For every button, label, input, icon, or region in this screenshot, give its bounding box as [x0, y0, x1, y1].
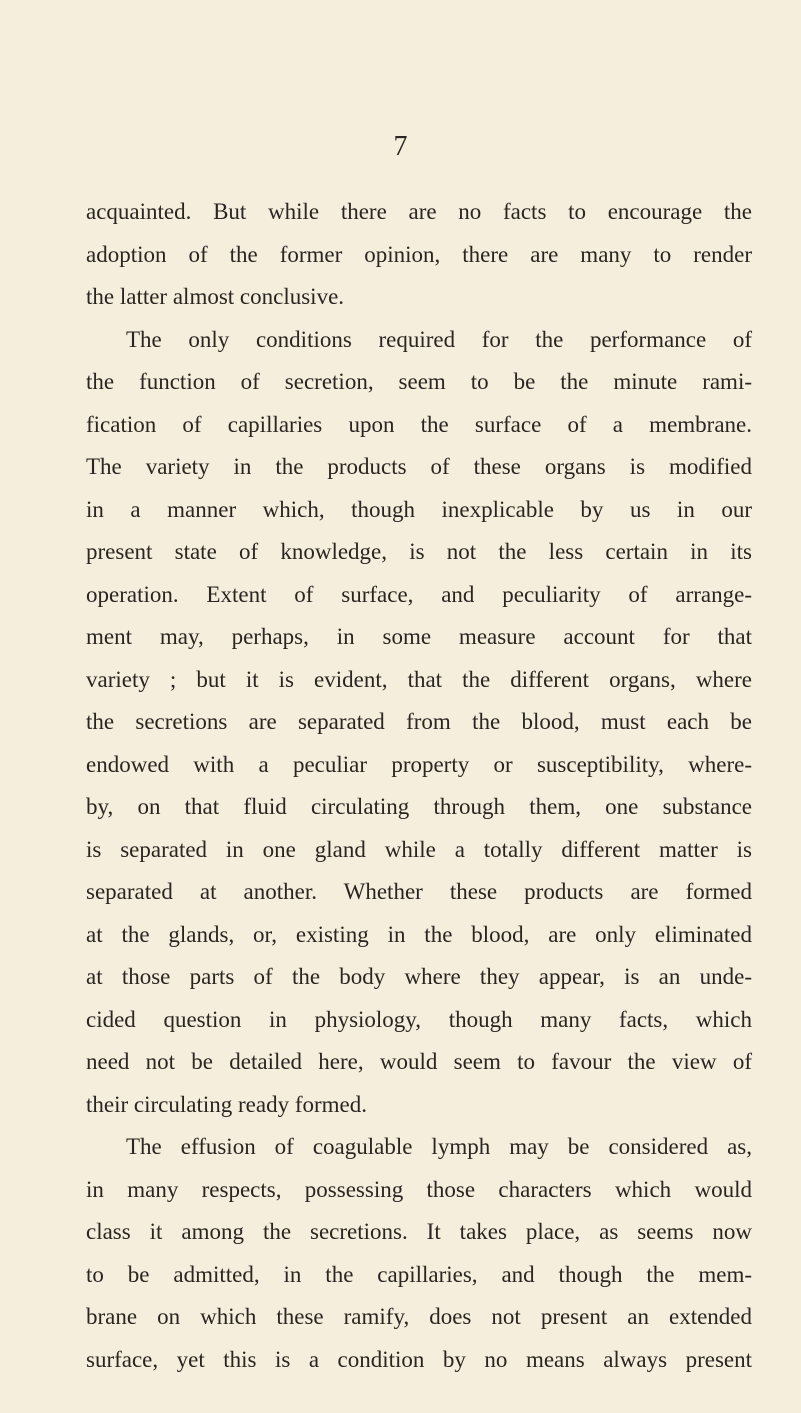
text-line: to be admitted, in the capillaries, and though the mem- — [86, 1261, 752, 1287]
text-line: the function of secretion, seem to be the minute rami- — [86, 369, 752, 394]
text-line: the latter almost conclusive. — [86, 284, 345, 309]
text-line: at the glands, or, existing in the blood, are only eliminated — [86, 921, 752, 947]
text-line: separated at another. Whether these products are formed — [86, 879, 752, 904]
text-line: their circulating ready formed. — [86, 1091, 367, 1117]
page-number: 7 — [393, 131, 408, 162]
text-line: in many respects, possessing those characters which would — [86, 1176, 752, 1202]
text-line: The variety in the products of these organs is modified — [86, 454, 752, 479]
text-line: The effusion of coagulable lymph may be considered as, — [126, 1134, 752, 1159]
text-line: brane on which these ramify, does not present an extended — [86, 1304, 752, 1329]
text-line: fication of capillaries upon the surface of a membrane. — [86, 411, 752, 437]
text-line: adoption of the former opinion, there are many to render — [86, 241, 752, 267]
text-line: variety ; but it is evident, that the different organs, where — [86, 666, 752, 692]
text-line: at those parts of the body where they appear, is an unde- — [86, 964, 752, 989]
text-line: is separated in one gland while a totally different matter is — [86, 836, 752, 862]
text-line: by, on that fluid circulating through them, one substance — [86, 794, 752, 819]
text-line: surface, yet this is a condition by no means always present — [86, 1346, 752, 1372]
text-line: the secretions are separated from the blood, must each be — [86, 709, 752, 734]
body-text — [86, 191, 752, 1381]
text-line: endowed with a peculiar property or susceptibility, where- — [86, 751, 752, 777]
text-line: need not be detailed here, would seem to favour the view of — [86, 1049, 752, 1074]
text-line: acquainted. But while there are no facts to encourage the — [86, 199, 752, 224]
text-line: operation. Extent of surface, and peculiarity of arrange- — [86, 581, 752, 607]
text-line: present state of knowledge, is not the less certain in its — [86, 539, 752, 564]
text-line: The only conditions required for the performance of — [126, 326, 752, 352]
text-line: ment may, perhaps, in some measure account for that — [86, 624, 752, 649]
text-line: class it among the secretions. It takes place, as seems now — [86, 1219, 752, 1244]
text-line: cided question in physiology, though many facts, which — [86, 1006, 752, 1032]
text-line: in a manner which, though inexplicable by us in our — [86, 496, 752, 522]
